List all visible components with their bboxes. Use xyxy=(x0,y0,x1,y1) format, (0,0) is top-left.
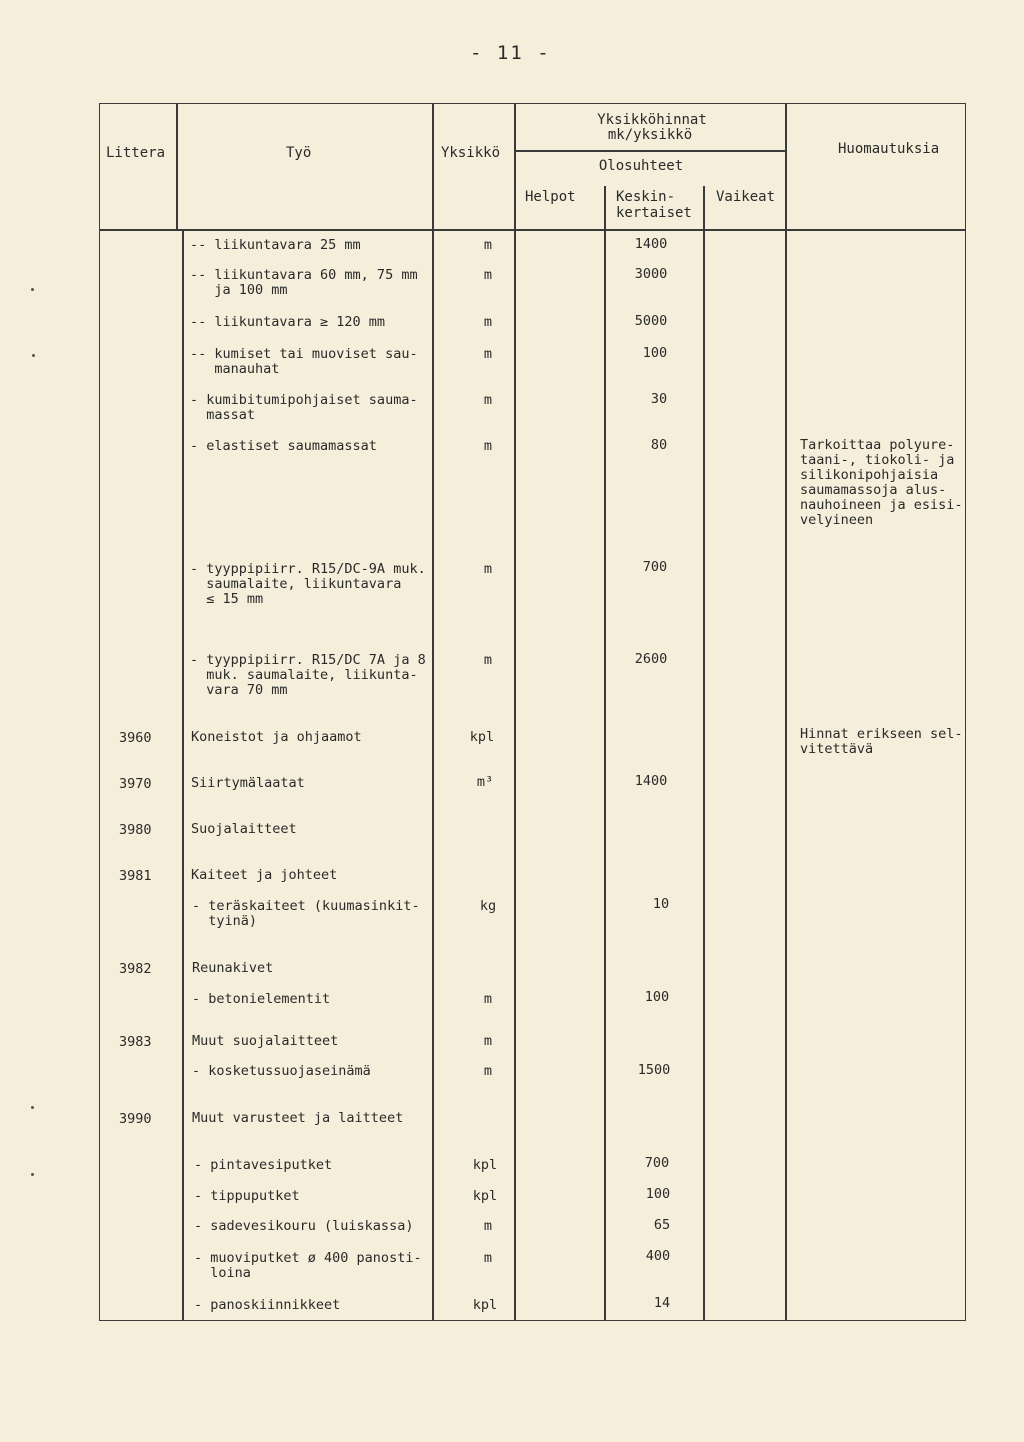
work-description: - tippuputket xyxy=(194,1188,300,1204)
work-description: Siirtymälaatat xyxy=(191,775,305,791)
header-vaikeat: Vaikeat xyxy=(716,189,776,205)
price-average: 14 xyxy=(653,1295,671,1311)
unit: m xyxy=(483,991,493,1007)
scan-speck xyxy=(31,288,34,291)
work-description: -- liikuntavara 25 mm xyxy=(190,237,361,253)
scan-speck xyxy=(31,1173,34,1176)
unit: kpl xyxy=(472,1297,498,1313)
price-average: 1400 xyxy=(634,773,668,789)
col-divider-helpot xyxy=(604,186,606,1321)
price-average: 5000 xyxy=(634,313,668,329)
unit: m xyxy=(483,561,493,577)
unit: m xyxy=(483,1063,493,1079)
unit: m xyxy=(483,1033,493,1049)
work-description: - tyyppipiirr. R15/DC-9A muk. saumalaite, liikuntavara ≤ 15 mm xyxy=(190,561,426,607)
header-yksikkohinnat: Yksikköhinnat xyxy=(597,112,707,128)
price-average: 100 xyxy=(645,1186,671,1202)
littera-code: 3960 xyxy=(119,730,152,746)
work-description: Muut suojalaitteet xyxy=(192,1033,339,1049)
col-divider-yksikko xyxy=(514,103,516,1321)
littera-code: 3970 xyxy=(119,776,152,792)
remark: Hinnat erikseen sel- vitettävä xyxy=(800,726,963,757)
work-description: - betonielementit xyxy=(192,991,331,1007)
header-tyo: Työ xyxy=(286,145,312,161)
unit: kpl xyxy=(469,729,495,745)
price-average: 3000 xyxy=(634,266,668,282)
work-description: - sadevesikouru (luiskassa) xyxy=(194,1218,414,1234)
work-description: Kaiteet ja johteet xyxy=(191,867,338,883)
price-average: 10 xyxy=(652,896,670,912)
header-helpot: Helpot xyxy=(525,189,576,205)
work-description: -- kumiset tai muoviset sau- manauhat xyxy=(190,346,418,377)
unit: m xyxy=(483,392,493,408)
work-description: - kosketussuojaseinämä xyxy=(192,1063,371,1079)
header-littera: Littera xyxy=(106,145,166,161)
price-average: 30 xyxy=(650,391,668,407)
price-header-divider xyxy=(514,150,786,152)
unit: m xyxy=(483,652,493,668)
scan-speck xyxy=(32,354,35,357)
work-description: - kumibitumipohjaiset sauma- massat xyxy=(190,392,418,423)
work-description: Suojalaitteet xyxy=(191,821,297,837)
littera-code: 3983 xyxy=(119,1034,152,1050)
header-keskinkertaiset-1: Keskin- xyxy=(616,189,676,205)
unit: m xyxy=(483,237,493,253)
price-average: 400 xyxy=(645,1248,671,1264)
unit: kpl xyxy=(472,1188,498,1204)
work-description: -- liikuntavara 60 mm, 75 mm ja 100 mm xyxy=(190,267,418,298)
unit: kg xyxy=(479,898,497,914)
unit: m xyxy=(483,314,493,330)
header-huomautuksia: Huomautuksia xyxy=(838,141,940,157)
unit: m xyxy=(483,438,493,454)
littera-code: 3982 xyxy=(119,961,152,977)
page-number: - 11 - xyxy=(470,42,551,64)
price-average: 100 xyxy=(642,345,668,361)
work-description: - muoviputket ø 400 panosti- loina xyxy=(194,1250,422,1281)
header-mk-yksikko: mk/yksikkö xyxy=(607,127,693,143)
unit: m xyxy=(483,346,493,362)
littera-code: 3981 xyxy=(119,868,152,884)
price-average: 1500 xyxy=(637,1062,671,1078)
unit: kpl xyxy=(472,1157,498,1173)
unit: m xyxy=(483,1250,493,1266)
work-description: Muut varusteet ja laitteet xyxy=(192,1110,404,1126)
price-average: 700 xyxy=(644,1155,670,1171)
remark: Tarkoittaa polyure- taani-, tiokoli- ja silikonipohjaisia saumamassoja alus- nauhoineen ja esisi- velyineen xyxy=(800,437,963,528)
header-olosuhteet: Olosuhteet xyxy=(598,158,684,174)
price-average: 100 xyxy=(644,989,670,1005)
header-keskinkertaiset-2: kertaiset xyxy=(616,205,692,221)
work-description: - pintavesiputket xyxy=(194,1157,333,1173)
work-description: - panoskiinnikkeet xyxy=(194,1297,341,1313)
col-divider-keskin xyxy=(703,186,705,1321)
work-description: Reunakivet xyxy=(192,960,274,976)
price-average: 65 xyxy=(653,1217,671,1233)
littera-code: 3980 xyxy=(119,822,152,838)
price-average: 2600 xyxy=(634,651,668,667)
header-divider xyxy=(99,229,966,231)
col-divider-littera-body xyxy=(182,229,184,1321)
col-divider-vaikeat xyxy=(785,103,787,1321)
work-description: - elastiset saumamassat xyxy=(190,438,377,454)
work-description: - tyyppipiirr. R15/DC 7A ja 8 muk. saumalaite, liikunta- vara 70 mm xyxy=(190,652,426,698)
col-divider-tyo xyxy=(432,103,434,1321)
unit: m³ xyxy=(476,774,494,790)
price-average: 1400 xyxy=(634,236,668,252)
work-description: Koneistot ja ohjaamot xyxy=(191,729,362,745)
littera-code: 3990 xyxy=(119,1111,152,1127)
unit: m xyxy=(483,267,493,283)
work-description: - teräskaiteet (kuumasinkit- tyinä) xyxy=(192,898,420,929)
unit: m xyxy=(483,1218,493,1234)
col-divider-littera xyxy=(176,103,178,230)
scan-speck xyxy=(31,1106,34,1109)
header-yksikko: Yksikkö xyxy=(441,145,501,161)
price-average: 700 xyxy=(642,559,668,575)
work-description: -- liikuntavara ≥ 120 mm xyxy=(190,314,386,330)
price-average: 80 xyxy=(650,437,668,453)
